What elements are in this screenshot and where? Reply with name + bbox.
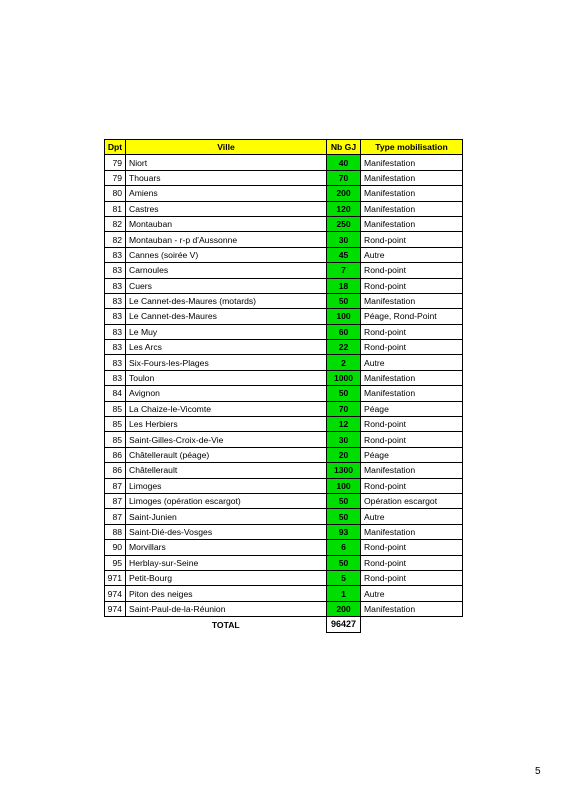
- cell-type-mobilisation: Rond-point: [361, 232, 463, 247]
- cell-type-mobilisation: Manifestation: [361, 293, 463, 308]
- cell-type-mobilisation: Rond-point: [361, 324, 463, 339]
- cell-ville: Cannes (soirée V): [126, 247, 327, 262]
- cell-dpt: 80: [105, 186, 126, 201]
- table-row: [105, 324, 463, 339]
- cell-nb-gj: 120: [327, 201, 361, 216]
- cell-dpt: 974: [105, 586, 126, 601]
- cell-nb-gj: 6: [327, 540, 361, 555]
- cell-nb-gj: 1000: [327, 370, 361, 385]
- table-row: [105, 232, 463, 247]
- cell-type-mobilisation: Péage: [361, 447, 463, 462]
- table-row: [105, 432, 463, 447]
- total-empty-cell: [105, 617, 126, 632]
- cell-dpt: 82: [105, 232, 126, 247]
- cell-dpt: 83: [105, 340, 126, 355]
- cell-ville: Carnoules: [126, 263, 327, 278]
- cell-nb-gj: 22: [327, 340, 361, 355]
- cell-nb-gj: 93: [327, 524, 361, 539]
- cell-ville: Châtellerault: [126, 463, 327, 478]
- table-row: [105, 509, 463, 524]
- cell-dpt: 84: [105, 386, 126, 401]
- cell-dpt: 83: [105, 324, 126, 339]
- table-row: [105, 386, 463, 401]
- mobilisation-table: [104, 139, 463, 633]
- table-row: [105, 570, 463, 585]
- table-row: [105, 447, 463, 462]
- cell-nb-gj: 200: [327, 186, 361, 201]
- cell-nb-gj: 50: [327, 493, 361, 508]
- cell-ville: Amiens: [126, 186, 327, 201]
- cell-dpt: 82: [105, 216, 126, 231]
- cell-type-mobilisation: Autre: [361, 355, 463, 370]
- cell-ville: Le Cannet-des-Maures (motards): [126, 293, 327, 308]
- cell-dpt: 971: [105, 570, 126, 585]
- cell-dpt: 86: [105, 447, 126, 462]
- cell-dpt: 85: [105, 432, 126, 447]
- cell-nb-gj: 200: [327, 601, 361, 616]
- cell-ville: Castres: [126, 201, 327, 216]
- cell-ville: La Chaize-le-Vicomte: [126, 401, 327, 416]
- total-empty-cell-right: [361, 617, 463, 632]
- total-value: 96427: [327, 617, 361, 632]
- cell-nb-gj: 1300: [327, 463, 361, 478]
- cell-dpt: 85: [105, 401, 126, 416]
- cell-ville: Limoges (opération escargot): [126, 493, 327, 508]
- table-row: [105, 263, 463, 278]
- cell-dpt: 86: [105, 463, 126, 478]
- cell-ville: Montauban - r-p d'Aussonne: [126, 232, 327, 247]
- cell-dpt: 81: [105, 201, 126, 216]
- table-row: [105, 186, 463, 201]
- cell-dpt: 79: [105, 155, 126, 170]
- cell-dpt: 83: [105, 247, 126, 262]
- cell-dpt: 87: [105, 509, 126, 524]
- cell-type-mobilisation: Manifestation: [361, 201, 463, 216]
- table-row: [105, 278, 463, 293]
- table-row: [105, 601, 463, 616]
- cell-type-mobilisation: Manifestation: [361, 524, 463, 539]
- table-row: [105, 555, 463, 570]
- table-row: [105, 309, 463, 324]
- cell-type-mobilisation: Rond-point: [361, 540, 463, 555]
- table-row: [105, 216, 463, 231]
- cell-dpt: 95: [105, 555, 126, 570]
- cell-nb-gj: 100: [327, 478, 361, 493]
- cell-nb-gj: 30: [327, 232, 361, 247]
- cell-ville: Morvillars: [126, 540, 327, 555]
- table-header: [105, 140, 463, 155]
- cell-nb-gj: 1: [327, 586, 361, 601]
- cell-ville: Piton des neiges: [126, 586, 327, 601]
- table-row: [105, 401, 463, 416]
- cell-dpt: 87: [105, 478, 126, 493]
- cell-dpt: 79: [105, 170, 126, 185]
- cell-ville: Saint-Dié-des-Vosges: [126, 524, 327, 539]
- cell-nb-gj: 60: [327, 324, 361, 339]
- table-row: [105, 201, 463, 216]
- cell-ville: Les Arcs: [126, 340, 327, 355]
- cell-ville: Limoges: [126, 478, 327, 493]
- table-body: [105, 155, 463, 617]
- mobilisation-table-container: [104, 139, 462, 633]
- cell-type-mobilisation: Manifestation: [361, 155, 463, 170]
- cell-type-mobilisation: Manifestation: [361, 186, 463, 201]
- cell-ville: Avignon: [126, 386, 327, 401]
- table-row: [105, 417, 463, 432]
- cell-nb-gj: 45: [327, 247, 361, 262]
- header-ville: Ville: [126, 140, 327, 155]
- table-row: [105, 247, 463, 262]
- cell-nb-gj: 18: [327, 278, 361, 293]
- total-row: [105, 617, 463, 632]
- cell-type-mobilisation: Opération escargot: [361, 493, 463, 508]
- cell-type-mobilisation: Autre: [361, 586, 463, 601]
- cell-type-mobilisation: Autre: [361, 509, 463, 524]
- cell-nb-gj: 2: [327, 355, 361, 370]
- table-row: [105, 370, 463, 385]
- cell-type-mobilisation: Manifestation: [361, 463, 463, 478]
- cell-nb-gj: 50: [327, 386, 361, 401]
- header-row: [105, 140, 463, 155]
- cell-dpt: 90: [105, 540, 126, 555]
- table-row: [105, 340, 463, 355]
- header-nb-gj: Nb GJ: [327, 140, 361, 155]
- table-footer: [105, 617, 463, 632]
- cell-type-mobilisation: Rond-point: [361, 570, 463, 585]
- cell-ville: Six-Fours-les-Plages: [126, 355, 327, 370]
- cell-type-mobilisation: Autre: [361, 247, 463, 262]
- cell-nb-gj: 100: [327, 309, 361, 324]
- cell-nb-gj: 20: [327, 447, 361, 462]
- cell-type-mobilisation: Manifestation: [361, 386, 463, 401]
- table-row: [105, 493, 463, 508]
- cell-ville: Saint-Gilles-Croix-de-Vie: [126, 432, 327, 447]
- cell-dpt: 83: [105, 309, 126, 324]
- table-row: [105, 293, 463, 308]
- cell-nb-gj: 70: [327, 401, 361, 416]
- cell-type-mobilisation: Manifestation: [361, 601, 463, 616]
- cell-dpt: 87: [105, 493, 126, 508]
- cell-type-mobilisation: Rond-point: [361, 555, 463, 570]
- cell-type-mobilisation: Manifestation: [361, 370, 463, 385]
- table-row: [105, 524, 463, 539]
- cell-nb-gj: 40: [327, 155, 361, 170]
- page-number: 5: [535, 766, 541, 777]
- cell-ville: Saint-Junien: [126, 509, 327, 524]
- cell-dpt: 83: [105, 370, 126, 385]
- cell-ville: Herblay-sur-Seine: [126, 555, 327, 570]
- cell-type-mobilisation: Rond-point: [361, 263, 463, 278]
- cell-ville: Saint-Paul-de-la-Réunion: [126, 601, 327, 616]
- cell-ville: Montauban: [126, 216, 327, 231]
- table-row: [105, 463, 463, 478]
- cell-dpt: 85: [105, 417, 126, 432]
- cell-nb-gj: 250: [327, 216, 361, 231]
- cell-type-mobilisation: Péage: [361, 401, 463, 416]
- cell-type-mobilisation: Manifestation: [361, 170, 463, 185]
- cell-ville: Le Muy: [126, 324, 327, 339]
- cell-dpt: 974: [105, 601, 126, 616]
- cell-ville: Le Cannet-des-Maures: [126, 309, 327, 324]
- cell-ville: Châtellerault (péage): [126, 447, 327, 462]
- cell-dpt: 88: [105, 524, 126, 539]
- cell-ville: Cuers: [126, 278, 327, 293]
- table-row: [105, 478, 463, 493]
- cell-ville: Toulon: [126, 370, 327, 385]
- cell-ville: Les Herbiers: [126, 417, 327, 432]
- cell-dpt: 83: [105, 278, 126, 293]
- cell-dpt: 83: [105, 263, 126, 278]
- cell-nb-gj: 50: [327, 555, 361, 570]
- cell-ville: Niort: [126, 155, 327, 170]
- cell-type-mobilisation: Rond-point: [361, 478, 463, 493]
- cell-nb-gj: 5: [327, 570, 361, 585]
- cell-nb-gj: 30: [327, 432, 361, 447]
- cell-type-mobilisation: Rond-point: [361, 340, 463, 355]
- header-type-mobilisation: Type mobilisation: [361, 140, 463, 155]
- cell-type-mobilisation: Péage, Rond-Point: [361, 309, 463, 324]
- table-row: [105, 586, 463, 601]
- cell-ville: Thouars: [126, 170, 327, 185]
- table-row: [105, 170, 463, 185]
- cell-nb-gj: 7: [327, 263, 361, 278]
- total-label: TOTAL: [126, 617, 327, 632]
- cell-type-mobilisation: Rond-point: [361, 278, 463, 293]
- cell-nb-gj: 50: [327, 509, 361, 524]
- cell-nb-gj: 50: [327, 293, 361, 308]
- table-row: [105, 155, 463, 170]
- cell-dpt: 83: [105, 355, 126, 370]
- cell-type-mobilisation: Rond-point: [361, 432, 463, 447]
- cell-type-mobilisation: Rond-point: [361, 417, 463, 432]
- cell-ville: Petit-Bourg: [126, 570, 327, 585]
- header-dpt: Dpt: [105, 140, 126, 155]
- cell-nb-gj: 12: [327, 417, 361, 432]
- table-row: [105, 540, 463, 555]
- cell-nb-gj: 70: [327, 170, 361, 185]
- cell-type-mobilisation: Manifestation: [361, 216, 463, 231]
- table-row: [105, 355, 463, 370]
- cell-dpt: 83: [105, 293, 126, 308]
